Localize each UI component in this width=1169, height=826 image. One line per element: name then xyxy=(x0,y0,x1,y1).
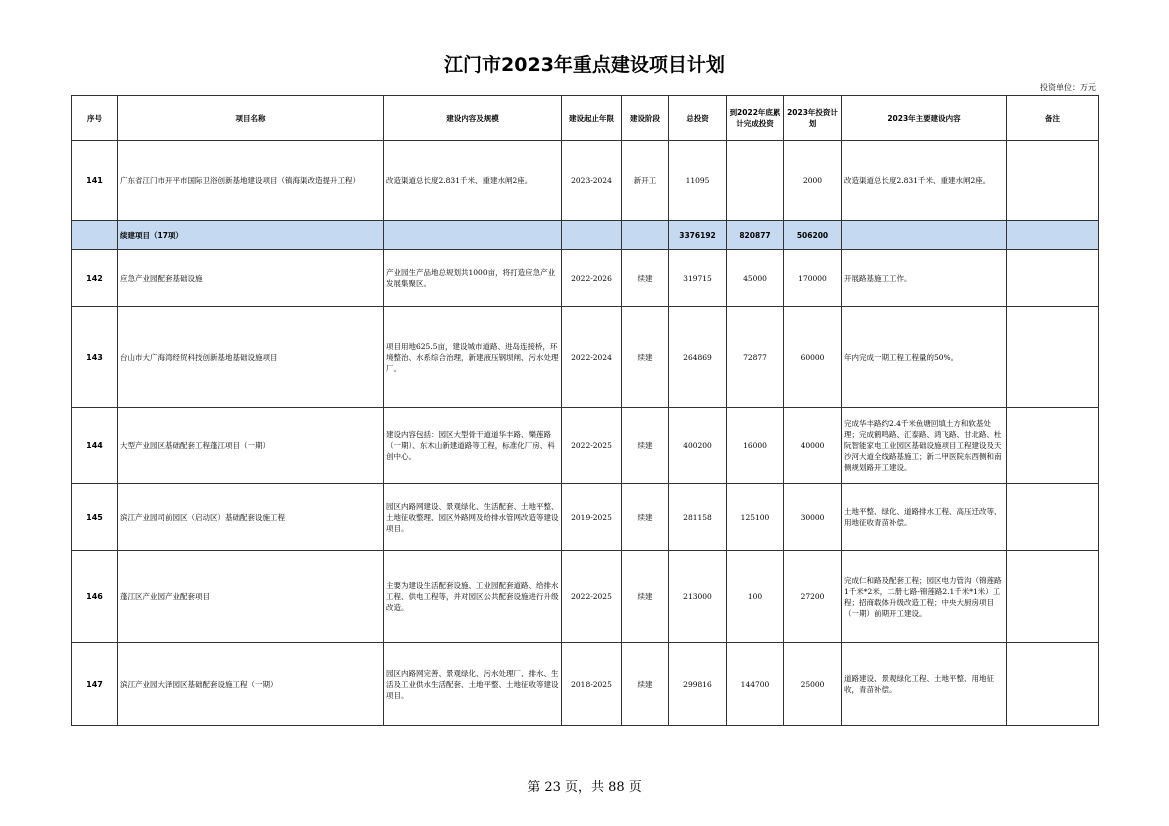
row-plan: 170000 xyxy=(784,250,842,307)
unit-label: 投资单位：万元 xyxy=(1040,83,1096,92)
table-row xyxy=(72,484,1099,551)
row-period: 2018-2025 xyxy=(562,643,622,726)
row-plan: 40000 xyxy=(784,408,842,484)
header-plan: 2023年投资计划 xyxy=(784,96,842,141)
row-name: 蓬江区产业园产业配套项目 xyxy=(118,551,384,643)
table-row xyxy=(72,408,1099,484)
table-row xyxy=(72,643,1099,726)
row-content: 项目用地625.5亩，建设城市道路、进岛连接桥，环境整治、水系综合治理，新建液压钢坝闸、污水处理厂。 xyxy=(384,307,562,408)
row-total: 319715 xyxy=(669,250,727,307)
row-period: 2023-2024 xyxy=(562,141,622,221)
row-content: 园区内路网完善、景观绿化、污水处理厂、排水、生活及工业供水生活配套、土地平整、土地征收等建设项目。 xyxy=(384,643,562,726)
header-name: 项目名称 xyxy=(118,96,384,141)
row-no: 147 xyxy=(72,643,118,726)
header-content: 建设内容及规模 xyxy=(384,96,562,141)
row-note xyxy=(1007,551,1099,643)
row-total: 281158 xyxy=(669,484,727,551)
row-plan: 506200 xyxy=(784,221,842,250)
header-note: 备注 xyxy=(1007,96,1099,141)
row-done: 144700 xyxy=(727,643,784,726)
row-name: 台山市大广海湾经贸科技创新基地基础设施项目 xyxy=(118,307,384,408)
row-total: 11095 xyxy=(669,141,727,221)
row-plan: 25000 xyxy=(784,643,842,726)
row-stage: 续建 xyxy=(622,250,669,307)
header-no: 序号 xyxy=(72,96,118,141)
row-stage xyxy=(622,221,669,250)
row-main: 完成仁和路及配套工程；园区电力管沟（锦莲路1千米*2米，二册七路-锦莲路2.1千米*1米）工程；招商载体升级改造工程；中央大厨房项目（一期）前期开工建设。 xyxy=(842,551,1007,643)
row-name: 大型产业园区基础配套工程蓬江项目（一期） xyxy=(118,408,384,484)
row-done xyxy=(727,141,784,221)
row-total: 400200 xyxy=(669,408,727,484)
row-content: 改造渠道总长度2.831千米、重建水闸2座。 xyxy=(384,141,562,221)
row-total: 264869 xyxy=(669,307,727,408)
row-period: 2019-2025 xyxy=(562,484,622,551)
row-done: 45000 xyxy=(727,250,784,307)
row-name: 续建项目（17项） xyxy=(118,221,384,250)
row-main: 改造渠道总长度2.831千米、重建水闸2座。 xyxy=(842,141,1007,221)
row-done: 100 xyxy=(727,551,784,643)
row-name: 广东省江门市开平市国际卫浴创新基地建设项目（镇海渠改造提升工程） xyxy=(118,141,384,221)
header-main: 2023年主要建设内容 xyxy=(842,96,1007,141)
row-stage: 新开工 xyxy=(622,141,669,221)
row-no: 144 xyxy=(72,408,118,484)
row-name: 应急产业园配套基础设施 xyxy=(118,250,384,307)
row-plan: 30000 xyxy=(784,484,842,551)
row-content: 园区内路网建设、景观绿化、生活配套、土地平整、土地征收整理、园区外路网及给排水管网改造等建设项目。 xyxy=(384,484,562,551)
row-period: 2022-2024 xyxy=(562,307,622,408)
row-stage: 续建 xyxy=(622,408,669,484)
row-name: 滨江产业园司前园区（启动区）基础配套设施工程 xyxy=(118,484,384,551)
row-content xyxy=(384,221,562,250)
row-period xyxy=(562,221,622,250)
row-main xyxy=(842,221,1007,250)
header-stage: 建设阶段 xyxy=(622,96,669,141)
table-row xyxy=(72,141,1099,221)
row-note xyxy=(1007,484,1099,551)
row-period: 2022-2025 xyxy=(562,551,622,643)
header-done: 到2022年底累计完成投资 xyxy=(727,96,784,141)
row-no: 141 xyxy=(72,141,118,221)
row-note xyxy=(1007,643,1099,726)
header-period: 建设起止年限 xyxy=(562,96,622,141)
page-title: 江门市2023年重点建设项目计划 xyxy=(444,54,725,76)
header-row xyxy=(72,96,1099,141)
row-stage: 续建 xyxy=(622,643,669,726)
row-note xyxy=(1007,408,1099,484)
row-no xyxy=(72,221,118,250)
row-note xyxy=(1007,141,1099,221)
row-note xyxy=(1007,307,1099,408)
table-row xyxy=(72,250,1099,307)
project-table xyxy=(71,95,1099,726)
row-note xyxy=(1007,250,1099,307)
row-plan: 27200 xyxy=(784,551,842,643)
row-period: 2022-2026 xyxy=(562,250,622,307)
table-row xyxy=(72,551,1099,643)
row-total: 213000 xyxy=(669,551,727,643)
row-done: 72877 xyxy=(727,307,784,408)
row-period: 2022-2025 xyxy=(562,408,622,484)
row-done: 820877 xyxy=(727,221,784,250)
row-main: 开展路基施工工作。 xyxy=(842,250,1007,307)
row-main: 道路建设、景观绿化工程、土地平整、用地征收，青苗补偿。 xyxy=(842,643,1007,726)
subtotal-row xyxy=(72,221,1099,250)
row-no: 146 xyxy=(72,551,118,643)
row-stage: 续建 xyxy=(622,551,669,643)
row-no: 143 xyxy=(72,307,118,408)
row-stage: 续建 xyxy=(622,484,669,551)
row-content: 主要为建设生活配套设施、工业园配套道路、给排水工程、供电工程等，并对园区公共配套设施进行升级改造。 xyxy=(384,551,562,643)
row-done: 16000 xyxy=(727,408,784,484)
row-main: 年内完成一期工程工程量的50%。 xyxy=(842,307,1007,408)
row-main: 完成华丰路约2.4千米鱼塘回填土方和软基处理；完成鹤鸣路、汇泰路、鸿飞路、甘北路、杜阮智能家电工业园区基础设施项目工程建设及天沙河大道全线路基施工；新二甲医院东西侧和南侧规划路开工建设。 xyxy=(842,408,1007,484)
page-footer: 第 23 页，共 88 页 xyxy=(527,780,642,795)
table-row xyxy=(72,307,1099,408)
row-done: 125100 xyxy=(727,484,784,551)
row-main: 土地平整、绿化、道路排水工程、高压迁改等、用地征收青苗补偿。 xyxy=(842,484,1007,551)
header-total: 总投资 xyxy=(669,96,727,141)
row-total: 299816 xyxy=(669,643,727,726)
row-note xyxy=(1007,221,1099,250)
row-name: 滨江产业园大泽园区基础配套设施工程（一期） xyxy=(118,643,384,726)
row-no: 142 xyxy=(72,250,118,307)
row-plan: 2000 xyxy=(784,141,842,221)
row-stage: 续建 xyxy=(622,307,669,408)
row-content: 建设内容包括：园区大型骨干道道华丰路、樂莲路（一期）、东木山新建道路等工程，标准化厂房、科创中心。 xyxy=(384,408,562,484)
row-plan: 60000 xyxy=(784,307,842,408)
row-no: 145 xyxy=(72,484,118,551)
row-content: 产业园生产品地总规划共1000亩，将打造应急产业发展集聚区。 xyxy=(384,250,562,307)
row-total: 3376192 xyxy=(669,221,727,250)
